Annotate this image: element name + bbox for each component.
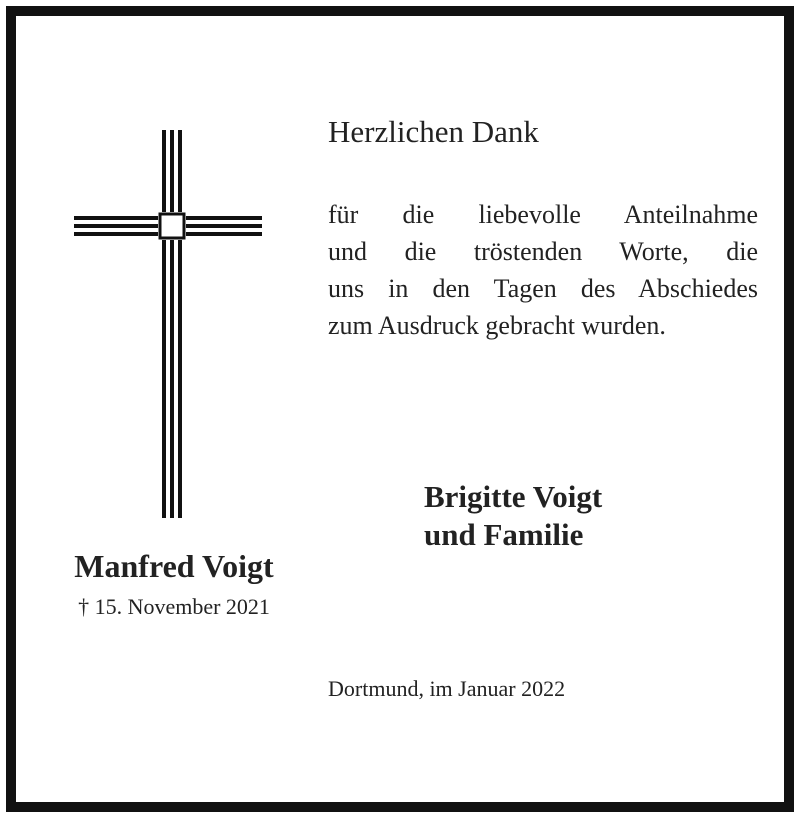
thank-you-line: und die tröstenden Worte, die [328, 237, 758, 266]
thank-you-line: für die liebevolle Anteilnahme [328, 200, 758, 229]
signature-name: Brigitte Voigt [424, 479, 603, 514]
thank-you-text [328, 196, 758, 344]
thank-you-line: uns in den Tagen des Abschiedes [328, 274, 758, 303]
signature-family: und Familie [424, 517, 584, 552]
deceased-name: Manfred Voigt [74, 548, 274, 584]
christian-cross-icon [74, 130, 278, 520]
notice-heading: Herzlichen Dank [328, 114, 539, 149]
signature [424, 478, 602, 554]
thank-you-line: zum Ausdruck gebracht wurden. [328, 311, 666, 340]
place-and-date: Dortmund, im Januar 2022 [328, 676, 566, 701]
death-date: † 15. November 2021 [78, 594, 270, 619]
obituary-notice [6, 6, 794, 812]
